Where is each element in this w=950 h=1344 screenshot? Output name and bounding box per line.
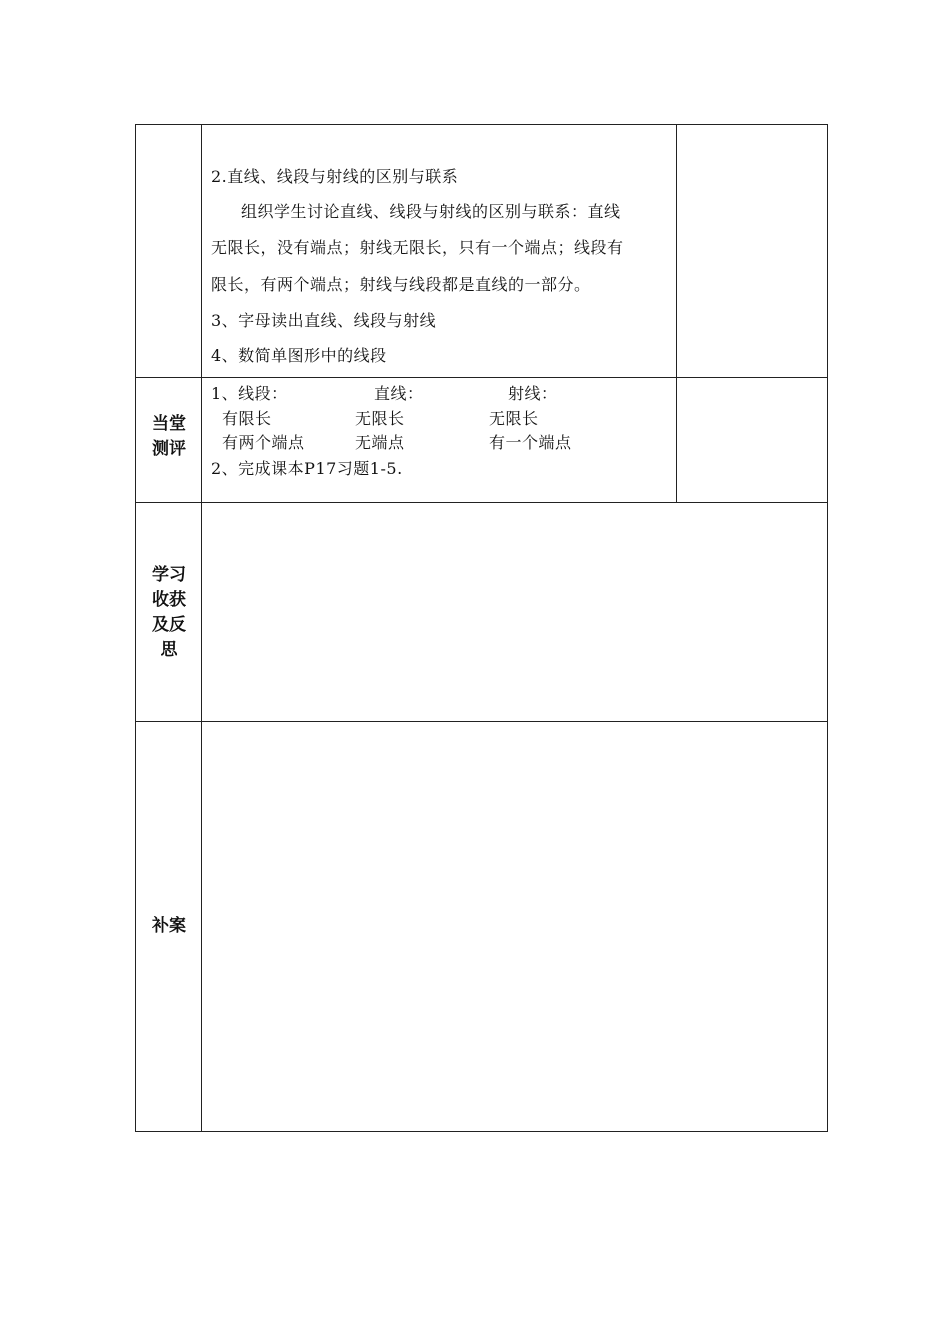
row3-label-line2: 收获	[152, 590, 186, 610]
row-divider-2	[136, 502, 827, 503]
column-header-line: 直线：	[374, 384, 424, 403]
line-length: 无限长	[355, 409, 405, 428]
list-item-3: 3、字母读出直线、线段与射线	[211, 311, 437, 330]
lesson-plan-table	[135, 124, 828, 1132]
notes-column-divider	[676, 125, 677, 502]
column-header-ray: 射线：	[508, 384, 558, 403]
segment-endpoints: 有两个端点	[222, 433, 305, 452]
list-item-4: 4、数简单图形中的线段	[211, 346, 387, 365]
segment-length: 有限长	[222, 409, 272, 428]
row3-label-line3: 及反	[152, 615, 186, 635]
line-endpoints: 无端点	[355, 433, 405, 452]
row3-label-line1: 学习	[152, 565, 186, 585]
ray-length: 无限长	[489, 409, 539, 428]
row2-label-line1: 当堂	[152, 414, 186, 434]
row-divider-1	[136, 377, 827, 378]
paragraph-line-3: 限长，有两个端点；射线与线段都是直线的一部分。	[211, 275, 591, 294]
paragraph-line-2: 无限长，没有端点；射线无限长，只有一个端点；线段有	[211, 238, 624, 257]
row4-label: 补案	[152, 916, 186, 936]
paragraph-line-1: 组织学生讨论直线、线段与射线的区别与联系：直线	[241, 202, 621, 221]
row3-label	[136, 563, 202, 663]
row2-label-line2: 测评	[152, 439, 186, 459]
ray-endpoints: 有一个端点	[489, 433, 572, 452]
row2-label	[136, 412, 202, 462]
row-divider-3	[136, 721, 827, 722]
question-2: 2、完成课本P17习题1-5.	[211, 459, 403, 478]
section-heading-2: 2.直线、线段与射线的区别与联系	[211, 167, 459, 186]
row3-label-line4: 思	[160, 640, 178, 660]
question-1-prefix: 1、线段：	[211, 384, 288, 403]
